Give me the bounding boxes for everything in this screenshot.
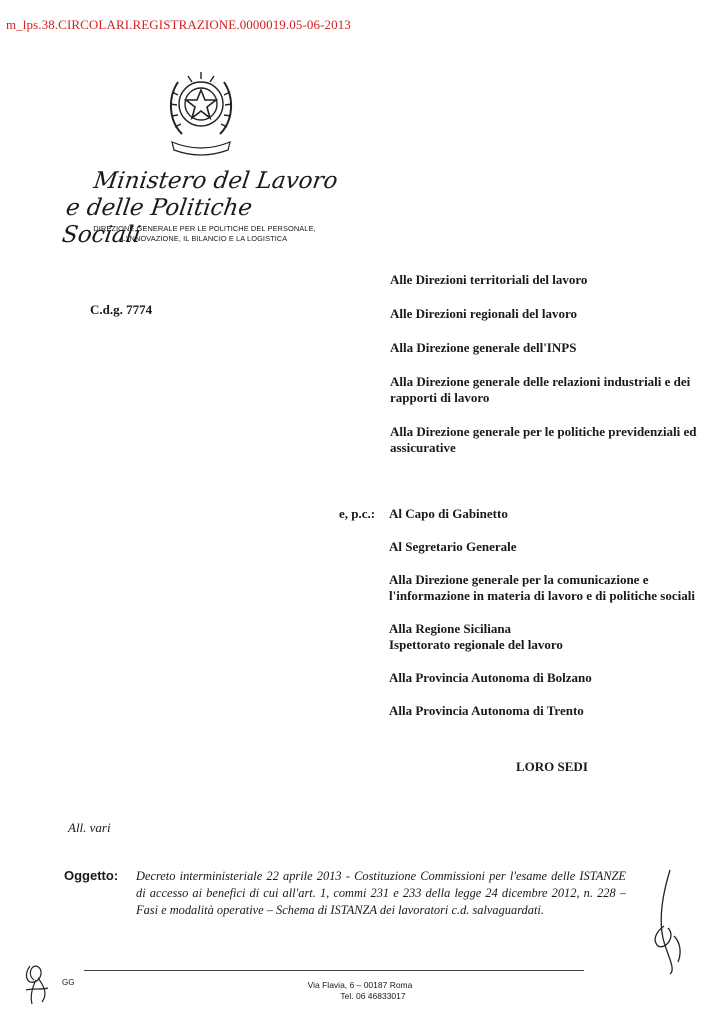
cc-label: e, p.c.: [339,506,376,521]
phone-line: Tel. 06 46833017 [340,991,406,1001]
cc-recipient-item: Alla Regione Siciliana Ispettorato regionale del lavoro [389,621,563,652]
recipient-item: Alla Direzione generale dell'INPS [390,340,577,355]
italian-republic-emblem-icon [158,62,244,160]
recipient-item: Alle Direzioni territoriali del lavoro [390,272,588,287]
recipient-item: Alla Direzione generale delle relazioni industriali e dei rapporti di lavoro [390,374,691,405]
recipient-item: Alla Direzione generale per le politiche previdenziali ed assicurative [390,424,697,455]
initials-code: GG [62,978,75,987]
cc-recipient-item: Al Segretario Generale [389,539,517,554]
ministry-name-line1: Ministero del Lavoro [92,168,340,194]
footer-divider [84,970,584,971]
recipient-item: Alle Direzioni regionali del lavoro [390,306,578,321]
cc-recipient-item: Alla Provincia Autonoma di Trento [389,703,584,718]
cc-recipient-item: Alla Provincia Autonoma di Bolzano [389,670,592,685]
address-line: Via Flavia, 6 – 00187 Roma [307,980,413,990]
cc-recipient-item: Al Capo di Gabinetto [389,506,508,521]
attachments-note: All. vari [68,820,111,835]
footer-address [260,980,460,1002]
ministry-name-line2: e delle Politiche Sociali [60,195,254,248]
cc-recipient-item: Alla Direzione generale per la comunicazione e l'informazione in materia di lavoro e di politiche sociali [389,572,695,603]
initials-signature [22,960,52,1006]
cc-recipients-list [389,506,709,736]
recipients-list [390,272,710,474]
protocol-stamp: m_lps.38.CIRCOLARI.REGISTRAZIONE.0000019.05-06-2013 [6,17,351,32]
subject-text: Decreto interministeriale 22 aprile 2013 - Costituzione Commissioni per l'esame delle ISTANZE di accesso ai benefici di cui all'art. 1, commi 231 e 233 della legge 24 dicembre 2012, n. 228 – Fasi e modalità operative – Schema di ISTANZA dei lavoratori c.d. salvaguardati. [136,869,626,917]
reference-code: C.d.g. 7774 [90,302,153,317]
signature-mark [640,866,690,976]
department-name: DIREZIONE GENERALE PER LE POLITICHE DEL PERSONALE, L'INNOVAZIONE, IL BILANCIO E LA LOGISTICA [93,224,316,243]
closing-loro-sedi: LORO SEDI [516,759,588,774]
subject-label: Oggetto: [64,868,119,883]
